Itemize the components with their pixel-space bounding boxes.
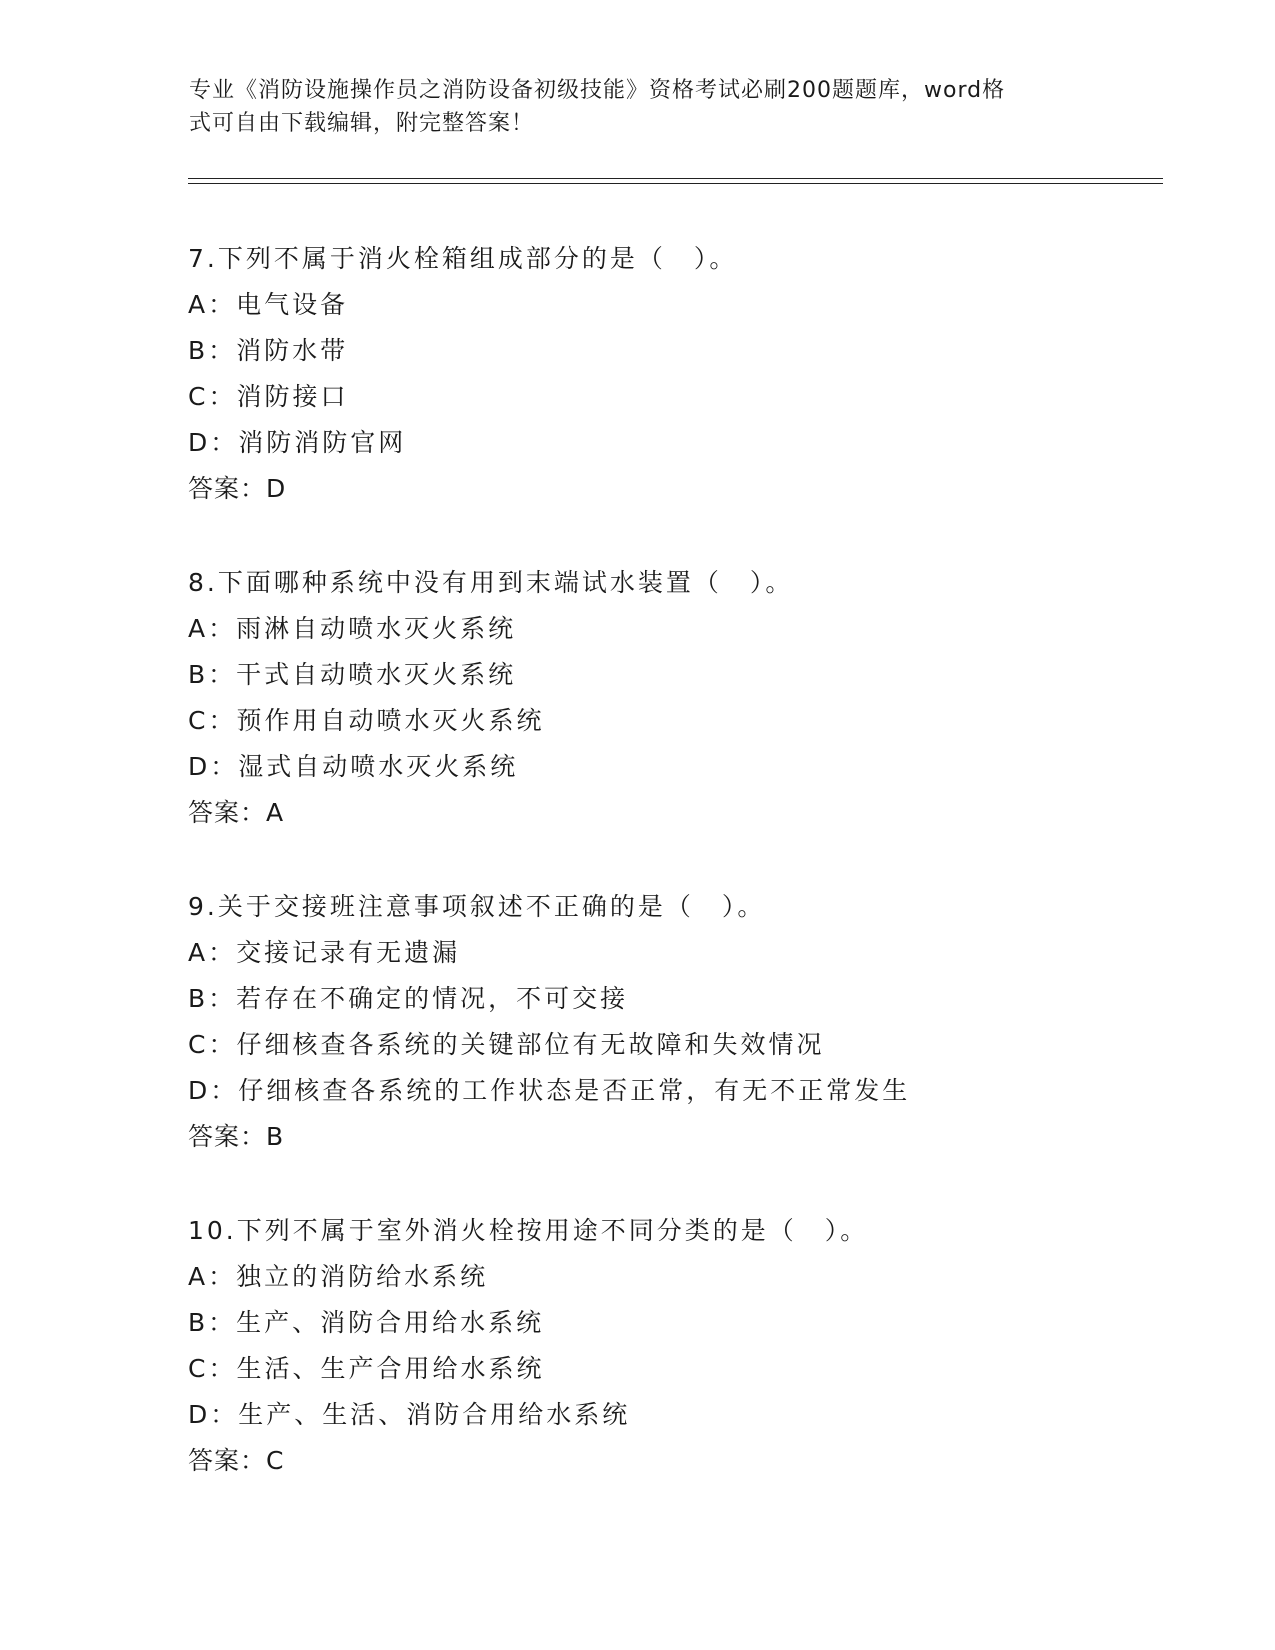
question-text: 8.下面哪种系统中没有用到末端试水装置（ ）。 — [188, 568, 794, 597]
question-10 — [188, 1208, 1168, 1484]
answer-text: 答案：B — [188, 1122, 285, 1151]
question-8 — [188, 560, 1168, 836]
header-divider-top — [188, 178, 1163, 179]
answer-text: 答案：D — [188, 474, 287, 503]
question-text: 7.下列不属于消火栓箱组成部分的是（ ）。 — [188, 244, 738, 273]
option-d: D：湿式自动喷水灭火系统 — [188, 752, 519, 781]
option-a: A：独立的消防给水系统 — [188, 1262, 489, 1291]
option-d: D：仔细核查各系统的工作状态是否正常，有无不正常发生 — [188, 1076, 911, 1105]
answer-text: 答案：C — [188, 1446, 285, 1475]
option-b: B：消防水带 — [188, 336, 349, 365]
option-c: C：预作用自动喷水灭火系统 — [188, 706, 545, 735]
option-b: B：干式自动喷水灭火系统 — [188, 660, 517, 689]
option-c: C：消防接口 — [188, 382, 349, 411]
header-line-2: 式可自由下载编辑，附完整答案！ — [189, 111, 535, 136]
option-c: C：生活、生产合用给水系统 — [188, 1354, 545, 1383]
question-text: 9.关于交接班注意事项叙述不正确的是（ ）。 — [188, 892, 766, 921]
option-b: B：生产、消防合用给水系统 — [188, 1308, 545, 1337]
option-c: C：仔细核查各系统的关键部位有无故障和失效情况 — [188, 1030, 825, 1059]
option-d: D：消防消防官网 — [188, 428, 407, 457]
document-header — [189, 74, 1089, 140]
question-7 — [188, 236, 1168, 512]
header-line-1: 专业《消防设施操作员之消防设备初级技能》资格考试必刷200题题库，word格 — [189, 78, 1006, 103]
option-a: A：雨淋自动喷水灭火系统 — [188, 614, 517, 643]
answer-text: 答案：A — [188, 798, 285, 827]
question-9 — [188, 884, 1168, 1160]
question-list — [188, 236, 1168, 1532]
option-b: B：若存在不确定的情况，不可交接 — [188, 984, 629, 1013]
header-divider-bottom — [188, 183, 1163, 184]
question-text: 10.下列不属于室外消火栓按用途不同分类的是（ ）。 — [188, 1216, 869, 1245]
option-a: A：电气设备 — [188, 290, 349, 319]
option-a: A：交接记录有无遗漏 — [188, 938, 461, 967]
option-d: D：生产、生活、消防合用给水系统 — [188, 1400, 631, 1429]
